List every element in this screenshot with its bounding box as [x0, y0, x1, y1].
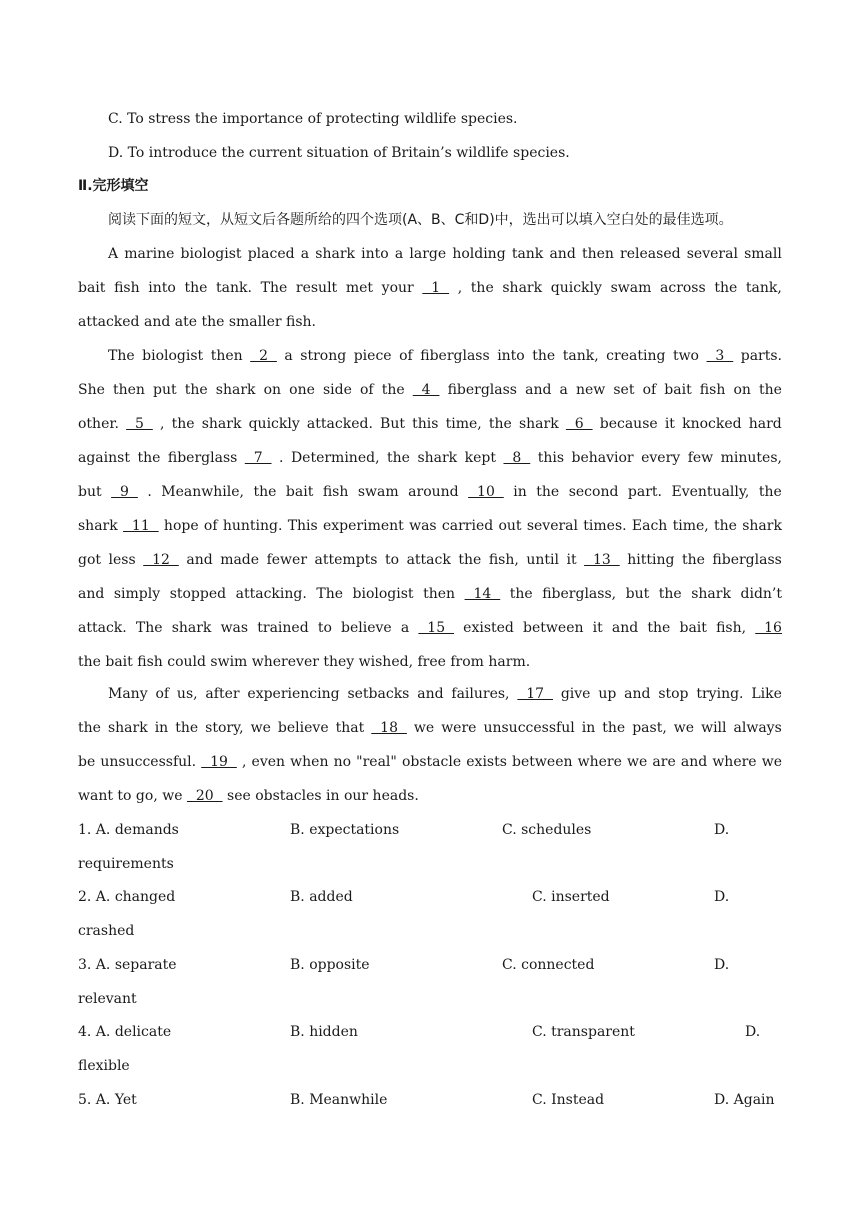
option-a: 1. A. demands	[78, 822, 179, 838]
passage-text: but	[625, 586, 650, 602]
option-d: D.	[714, 822, 730, 838]
option-d-continued: flexible	[78, 1058, 130, 1074]
passage-text: a	[559, 382, 568, 398]
passage-text: then	[423, 586, 456, 602]
option-d: D. Again	[714, 1092, 775, 1108]
passage-text: side	[322, 382, 352, 398]
passage-text: believe	[277, 720, 329, 736]
option-d-continued: requirements	[78, 856, 174, 872]
passage-line	[78, 509, 782, 543]
passage-text: fish	[114, 280, 140, 296]
passage-text: the	[509, 586, 533, 602]
passage-text: the	[532, 348, 556, 364]
passage-text: then	[210, 348, 243, 364]
passage-text: stop	[658, 686, 689, 702]
passage-text: Meanwhile,	[161, 484, 244, 500]
passage-text: hunting.	[222, 518, 283, 534]
passage-text: on	[263, 382, 282, 398]
passage-text: obstacle	[401, 754, 462, 770]
passage-text: we	[673, 720, 695, 736]
passage-text: shark	[171, 620, 212, 636]
answer-blank: 13	[584, 552, 620, 568]
passage-text: bait	[679, 620, 707, 636]
passage-text: believe	[341, 620, 392, 636]
passage-text: few	[687, 450, 714, 466]
passage-text: because	[599, 416, 658, 432]
passage-text: time,	[672, 518, 709, 534]
passage-text: against	[78, 450, 130, 466]
answer-blank: 7	[244, 450, 272, 466]
passage-text: to	[384, 552, 400, 568]
passage-text: got	[78, 552, 102, 568]
passage-text: then	[113, 382, 145, 398]
passage-text: several	[686, 246, 738, 262]
passage-text: out	[498, 518, 522, 534]
passage-text: quickly	[248, 416, 300, 432]
option-c: C. connected	[502, 957, 595, 973]
passage-text: part.	[627, 484, 662, 500]
passage-text: time,	[445, 416, 482, 432]
answer-blank: 6	[565, 416, 593, 432]
passage-text: the	[714, 280, 738, 296]
passage-text: hard	[748, 416, 782, 432]
passage-text: swam	[357, 484, 399, 500]
passage-text: shark	[518, 416, 559, 432]
passage-text: new	[575, 382, 606, 398]
option-d-continued: relevant	[78, 991, 137, 1007]
passage-text: shark	[691, 586, 731, 602]
answer-blank: 10	[468, 484, 504, 500]
passage-text: attack.	[78, 620, 127, 636]
passage-text: one	[289, 382, 315, 398]
answer-blank: 20	[186, 788, 223, 804]
answer-blank: 12	[143, 552, 179, 568]
passage-text: Eventually,	[671, 484, 750, 500]
passage-text: released	[620, 246, 681, 262]
passage-text: the	[171, 416, 195, 432]
passage-text: stopped	[169, 586, 227, 602]
passage-text: this	[412, 416, 439, 432]
section-title: Ⅱ.完形填空	[78, 178, 149, 194]
passage-line	[78, 543, 782, 577]
passage-text: the	[175, 720, 199, 736]
passage-text: where	[712, 754, 757, 770]
passage-text: will	[701, 720, 727, 736]
passage-text: and	[525, 382, 552, 398]
answer-blank: 4	[412, 382, 440, 398]
passage-text: shark	[107, 720, 148, 736]
passage-text: trained	[257, 620, 309, 636]
passage-line	[78, 271, 782, 305]
passage-text: the	[681, 552, 705, 568]
passage-text: in	[581, 720, 596, 736]
passage-text: it	[664, 416, 675, 432]
passage-text: minutes,	[720, 450, 782, 466]
passage-text: behavior	[571, 450, 634, 466]
passage-text: the	[488, 416, 512, 432]
option-b: B. opposite	[290, 957, 370, 973]
passage-text: attempts	[314, 552, 378, 568]
passage-text: are	[652, 754, 676, 770]
passage-text: and	[417, 686, 444, 702]
passage-text: shark	[201, 416, 242, 432]
passage-text: shark	[215, 382, 256, 398]
passage-text: and	[78, 586, 105, 602]
option-a: 5. A. Yet	[78, 1092, 137, 1108]
passage-line	[78, 407, 782, 441]
passage-text: parts.	[740, 348, 782, 364]
answer-blank: 2	[250, 348, 277, 364]
passage-text: times.	[583, 518, 627, 534]
answer-blank: 11	[123, 518, 159, 534]
passage-text: even	[251, 754, 286, 770]
passage-text: your	[381, 280, 414, 296]
answer-blank: 19	[201, 754, 237, 770]
passage-line	[108, 237, 782, 271]
passage-text: where	[577, 754, 622, 770]
passage-text: knocked	[682, 416, 742, 432]
passage-text: fiberglass	[447, 382, 517, 398]
passage-text: story,	[205, 720, 244, 736]
option-b: B. Meanwhile	[290, 1092, 388, 1108]
passage-text: on	[733, 382, 751, 398]
passage-text: every	[641, 450, 681, 466]
passage-text: holding	[452, 246, 506, 262]
passage-text: hitting	[627, 552, 675, 568]
passage-text: result	[295, 280, 338, 296]
option-a: 3. A. separate	[78, 957, 177, 973]
passage-text: into	[361, 246, 389, 262]
passage-text: A	[108, 246, 119, 262]
passage-line	[78, 745, 782, 779]
passage-text: shark	[417, 450, 458, 466]
passage-text: of	[155, 686, 170, 702]
option-c: C. inserted	[532, 889, 610, 905]
passage-text: fish	[699, 382, 726, 398]
passage-text: between	[512, 754, 573, 770]
passage-text: and	[680, 754, 708, 770]
answer-blank: 15	[418, 620, 455, 636]
passage-text: of	[203, 518, 218, 534]
passage-text: other.	[78, 416, 119, 432]
passage-text: .	[147, 484, 152, 500]
passage-text: tank,	[562, 348, 599, 364]
option-a: 2. A. changed	[78, 889, 176, 905]
passage-line	[108, 677, 782, 711]
passage-text: small	[744, 246, 782, 262]
passage-text: until	[526, 552, 559, 568]
option-b: B. added	[290, 889, 353, 905]
passage-text: the	[184, 280, 208, 296]
passage-text: we	[627, 754, 648, 770]
passage-text: attack	[406, 552, 451, 568]
passage-text: this	[537, 450, 565, 466]
passage-text: Like	[751, 686, 782, 702]
passage-text: and	[611, 620, 639, 636]
passage-text: "real"	[356, 754, 397, 770]
answer-blank: 9	[111, 484, 138, 500]
passage-text: the	[137, 450, 161, 466]
passage-text: experiencing	[247, 686, 340, 702]
passage-text: bait	[285, 484, 314, 500]
option-d: D.	[714, 957, 730, 973]
passage-text: we	[413, 720, 435, 736]
passage-text: always	[733, 720, 782, 736]
passage-text: and	[186, 552, 213, 568]
passage-text: ,	[457, 280, 463, 296]
passage-text: of	[399, 348, 413, 364]
passage-text: unsuccessful.	[100, 754, 197, 770]
passage-text: the	[647, 620, 671, 636]
passage-text: a	[394, 246, 404, 262]
answer-blank: 5	[126, 416, 153, 432]
passage-text: were	[441, 720, 477, 736]
answer-blank: 3	[706, 348, 734, 364]
passage-text: see obstacles in our heads.	[227, 788, 419, 804]
passage-text: shark	[315, 246, 355, 262]
passage-text: unsuccessful	[483, 720, 575, 736]
option-d-continued: crashed	[78, 923, 135, 939]
passage-text: to	[317, 620, 332, 636]
passage-text: piece	[353, 348, 392, 364]
passage-text: across	[660, 280, 706, 296]
option-d: D.	[714, 889, 730, 905]
passage-text: The	[135, 620, 163, 636]
passage-text: marine	[124, 246, 175, 262]
passage-text: met	[345, 280, 374, 296]
passage-text: This	[287, 518, 318, 534]
answer-blank: 16	[755, 620, 782, 636]
passage-text: of	[360, 382, 374, 398]
passage-text: bait	[78, 280, 106, 296]
passage-text: made	[220, 552, 260, 568]
passage-line	[78, 711, 782, 745]
option-c: C. Instead	[532, 1092, 605, 1108]
passage-text: it	[566, 552, 577, 568]
passage-text: attacking.	[235, 586, 307, 602]
passage-text: between	[523, 620, 584, 636]
passage-text: we	[761, 754, 782, 770]
passage-text: didn’t	[740, 586, 782, 602]
passage-text: two	[672, 348, 699, 364]
passage-text: the	[387, 450, 410, 466]
passage-text: and	[624, 686, 651, 702]
passage-text: past,	[632, 720, 667, 736]
passage-line	[78, 373, 782, 407]
previous-option: C. To stress the importance of protecting wildlife species.	[108, 111, 518, 127]
passage-text: put	[153, 382, 177, 398]
passage-text: The	[316, 586, 343, 602]
passage-text: The	[260, 280, 288, 296]
passage-text: fewer	[266, 552, 308, 568]
passage-text: that	[335, 720, 365, 736]
passage-text: shark	[78, 518, 118, 534]
passage-text: biologist	[142, 348, 204, 364]
passage-text: a	[400, 620, 410, 636]
passage-text: less	[108, 552, 136, 568]
passage-text: creating	[606, 348, 666, 364]
passage-text: setbacks	[347, 686, 410, 702]
passage-text: ,	[241, 754, 247, 770]
passage-text: fish,	[716, 620, 747, 636]
passage-line	[78, 305, 782, 339]
passage-text: She	[78, 382, 105, 398]
passage-text: several	[526, 518, 579, 534]
passage-text: strong	[300, 348, 347, 364]
passage-text: shark	[502, 280, 543, 296]
passage-text: carried	[441, 518, 494, 534]
passage-text: tank	[511, 246, 544, 262]
passage-text: the	[602, 720, 626, 736]
passage-text: up	[598, 686, 617, 702]
option-c: C. schedules	[502, 822, 592, 838]
passage-text: Determined,	[290, 450, 380, 466]
passage-text: fish	[322, 484, 349, 500]
option-d: D.	[745, 1024, 761, 1040]
option-c: C. transparent	[532, 1024, 635, 1040]
option-b: B. hidden	[290, 1024, 358, 1040]
passage-text: simply	[113, 586, 161, 602]
passage-text: the	[381, 382, 405, 398]
passage-text: of	[642, 382, 657, 398]
passage-line	[78, 475, 782, 509]
passage-text: swam	[610, 280, 652, 296]
answer-blank: 17	[517, 686, 553, 702]
passage-text: experiment	[323, 518, 404, 534]
passage-text: biologist	[352, 586, 414, 602]
passage-text: placed	[247, 246, 295, 262]
previous-option: D. To introduce the current situation of Britain’s wildlife species.	[108, 145, 570, 161]
passage-line	[78, 611, 782, 645]
passage-text: was	[220, 620, 249, 636]
passage-text: the	[758, 484, 782, 500]
passage-text: the	[536, 484, 560, 500]
passage-text: existed	[463, 620, 514, 636]
answer-blank: 1	[422, 280, 450, 296]
passage-text: fish,	[488, 552, 519, 568]
passage-text: large	[409, 246, 447, 262]
passage-text: the	[253, 484, 277, 500]
passage-text: the	[184, 382, 208, 398]
passage-text: Many	[108, 686, 148, 702]
answer-blank: 18	[371, 720, 407, 736]
passage-text: then	[581, 246, 614, 262]
passage-text: failures,	[451, 686, 510, 702]
passage-text: ,	[160, 416, 165, 432]
passage-text: a	[300, 246, 310, 262]
passage-text: into	[497, 348, 525, 364]
passage-text: attacked.	[306, 416, 373, 432]
passage-text: the	[658, 586, 682, 602]
passage-text: hope	[163, 518, 199, 534]
passage-text: The	[108, 348, 135, 364]
passage-text: the	[458, 552, 482, 568]
passage-text: But	[380, 416, 405, 432]
passage-text: tank.	[216, 280, 252, 296]
passage-text: want to go, we	[78, 788, 183, 804]
passage-text: biologist	[180, 246, 242, 262]
passage-text: bait	[664, 382, 692, 398]
option-b: B. expectations	[290, 822, 400, 838]
passage-text: when	[290, 754, 329, 770]
passage-text: .	[279, 450, 284, 466]
passage-line	[78, 441, 782, 475]
passage-text: us,	[176, 686, 198, 702]
instruction-text: 阅读下面的短文，从短文后各题所给的四个选项(A、B、C和D)中，选出可以填入空白处的最佳选项。	[108, 212, 733, 228]
passage-text: after	[205, 686, 240, 702]
passage-text: around	[408, 484, 459, 500]
passage-text: trying.	[696, 686, 744, 702]
passage-text: a	[284, 348, 293, 364]
passage-text: fiberglass	[712, 552, 782, 568]
passage-text: the bait fish could swim wherever they wished, free from harm.	[78, 654, 531, 670]
passage-text: the	[78, 720, 101, 736]
passage-text: fiberglass,	[542, 586, 617, 602]
passage-text: the	[714, 518, 737, 534]
passage-text: was	[409, 518, 437, 534]
answer-blank: 14	[464, 586, 501, 602]
passage-text: attacked and ate the smaller fish.	[78, 314, 317, 330]
passage-text: in	[154, 720, 169, 736]
passage-text: no	[333, 754, 352, 770]
passage-text: into	[148, 280, 176, 296]
passage-text: it	[592, 620, 603, 636]
passage-text: kept	[464, 450, 497, 466]
passage-text: exists	[466, 754, 507, 770]
passage-text: Each	[631, 518, 668, 534]
passage-text: fiberglass	[167, 450, 238, 466]
option-a: 4. A. delicate	[78, 1024, 172, 1040]
passage-line	[78, 645, 782, 679]
passage-text: we	[250, 720, 271, 736]
passage-text: give	[560, 686, 591, 702]
passage-text: set	[613, 382, 635, 398]
passage-text: second	[568, 484, 619, 500]
passage-text: and	[549, 246, 576, 262]
passage-text: in	[513, 484, 527, 500]
passage-line	[78, 779, 782, 813]
answer-blank: 8	[503, 450, 531, 466]
passage-text: the	[470, 280, 494, 296]
passage-text: shark	[742, 518, 782, 534]
passage-text: be	[78, 754, 96, 770]
passage-text: fiberglass	[420, 348, 490, 364]
passage-text: quickly	[550, 280, 602, 296]
passage-text: but	[78, 484, 102, 500]
passage-line	[108, 339, 782, 373]
passage-text: tank,	[745, 280, 782, 296]
passage-line	[78, 577, 782, 611]
passage-text: the	[758, 382, 782, 398]
